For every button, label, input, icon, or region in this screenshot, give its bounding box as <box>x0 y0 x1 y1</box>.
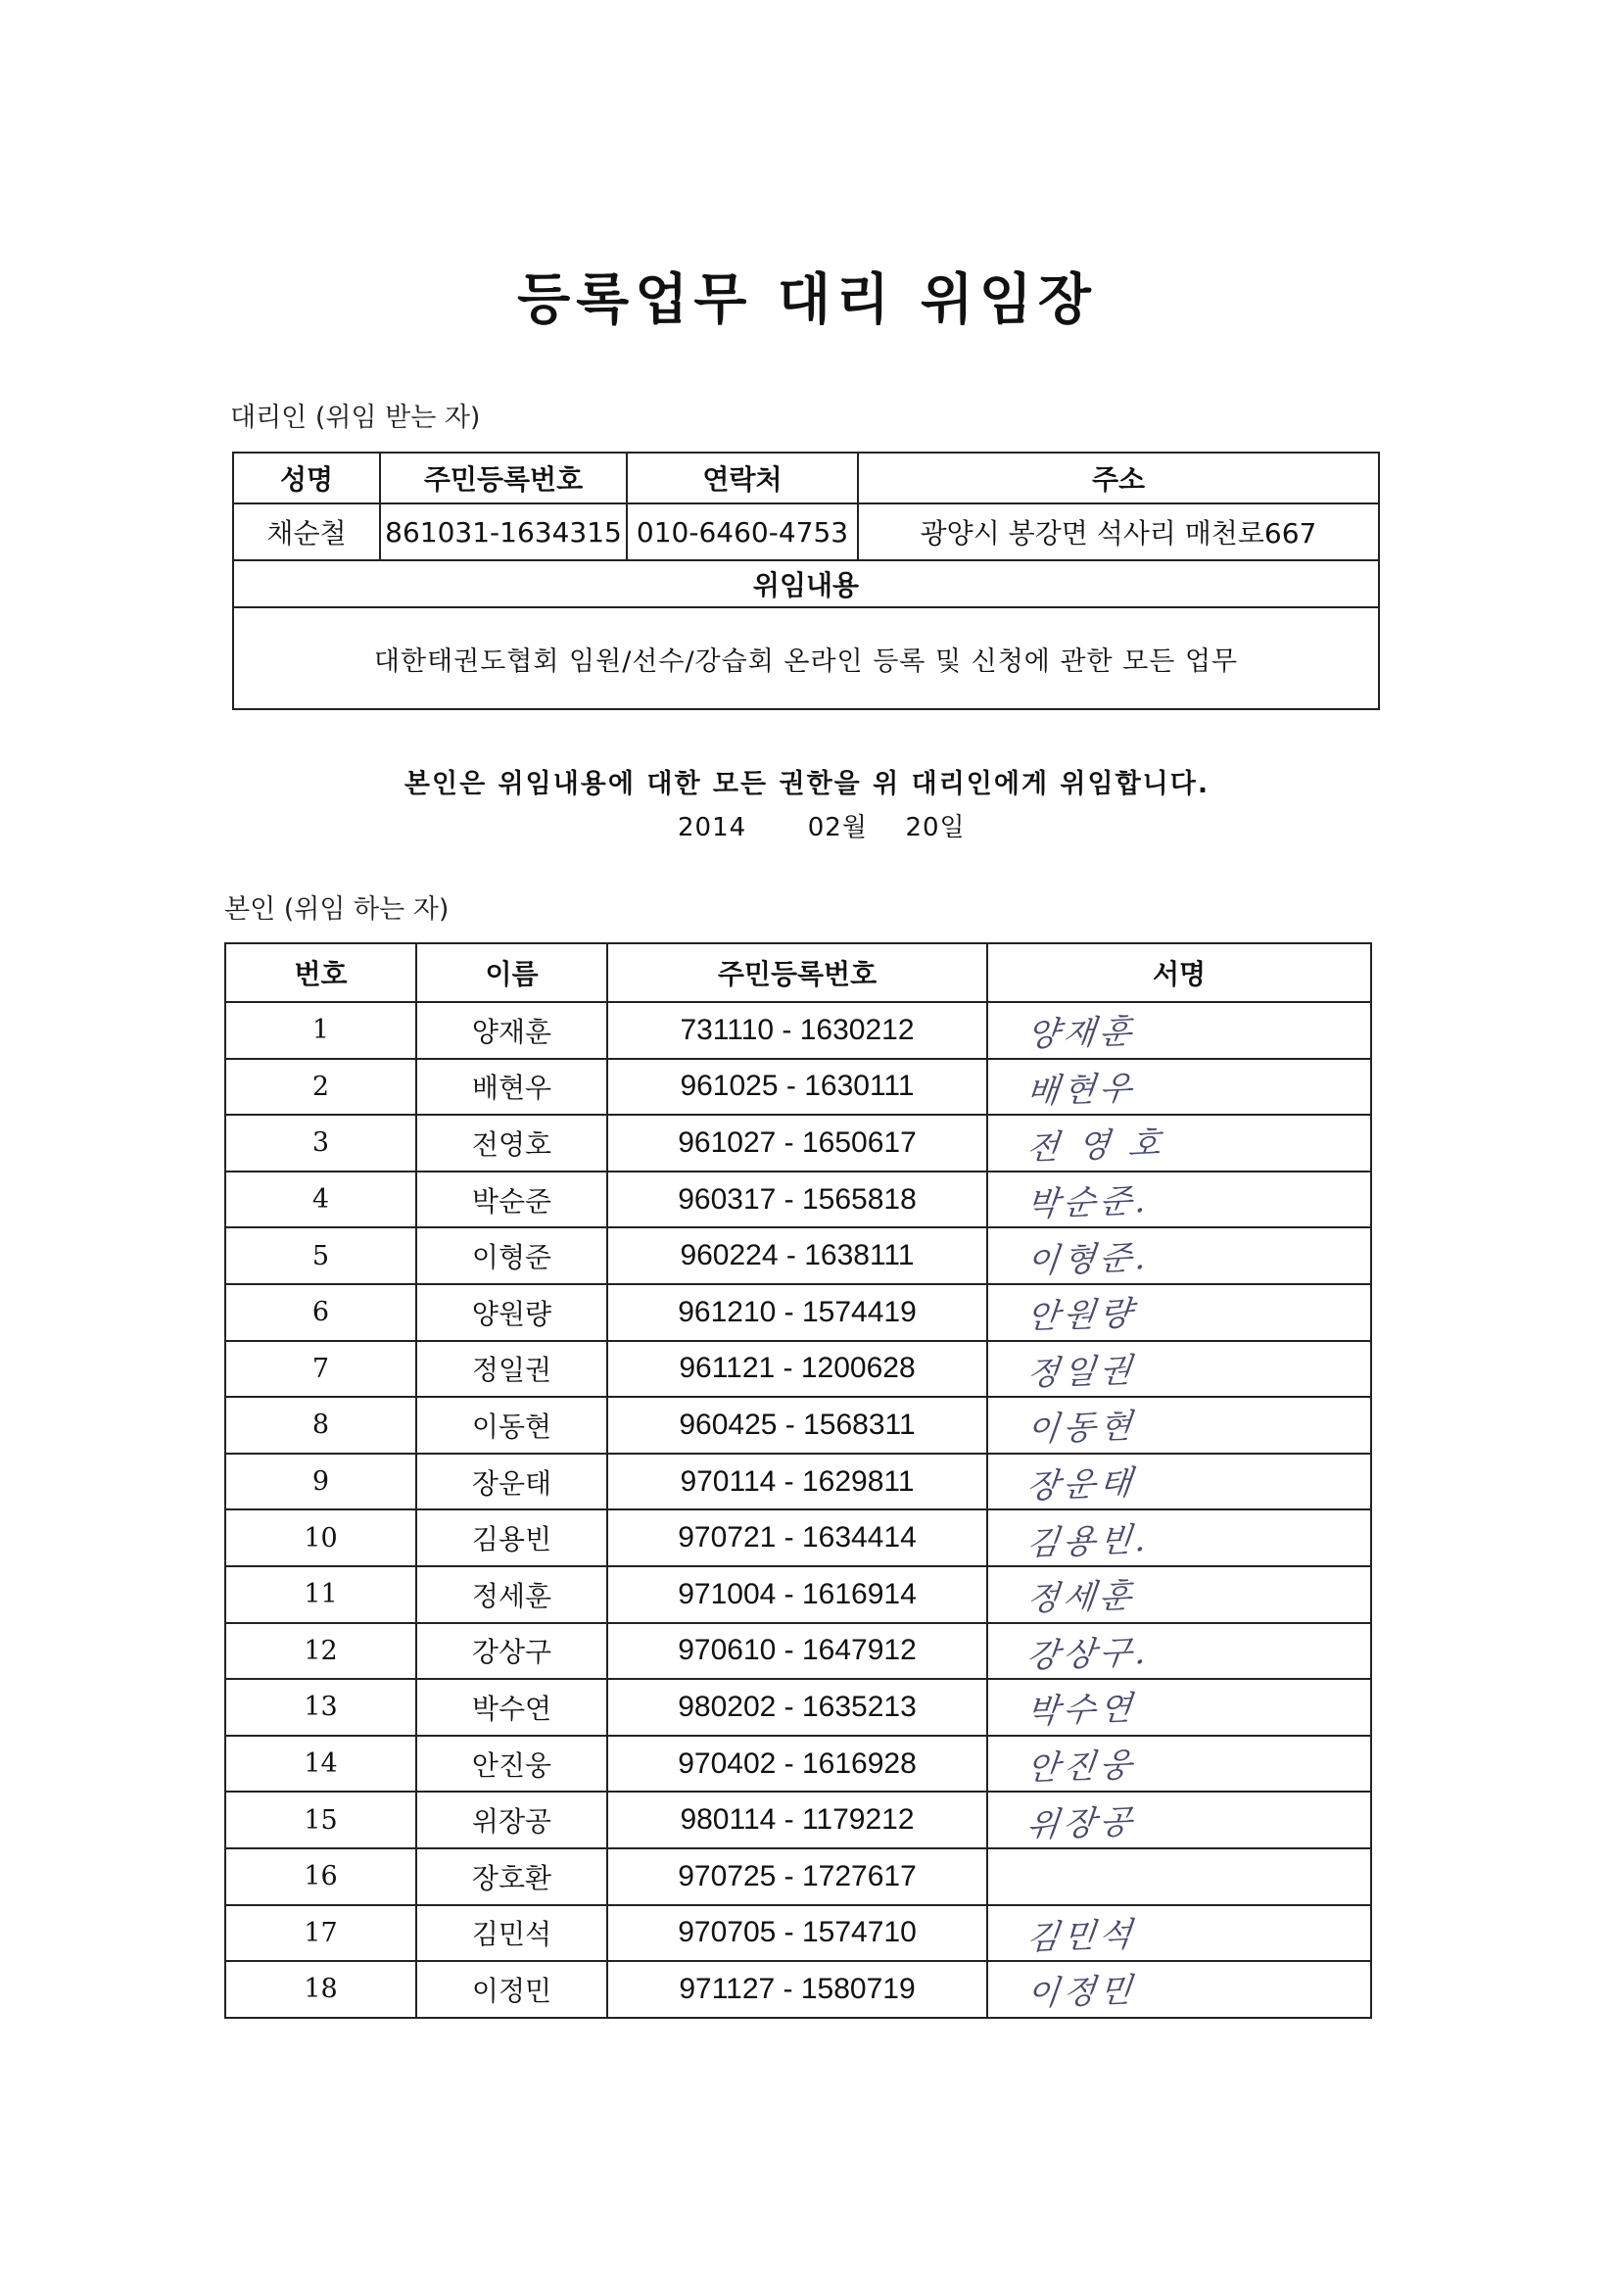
member-signature <box>987 1227 1371 1284</box>
member-signature <box>987 1679 1371 1736</box>
member-signature <box>987 1509 1371 1566</box>
member-signature <box>987 1736 1371 1793</box>
members-header-row <box>225 943 1371 1002</box>
member-name: 박수연 <box>416 1679 607 1736</box>
member-name: 정세훈 <box>416 1566 607 1623</box>
members-table <box>224 942 1372 2019</box>
agent-address: 광양시 봉강면 석사리 매천로667 <box>858 503 1379 560</box>
date-day: 20일 <box>905 813 966 842</box>
handwritten-signature: 박순준. <box>1024 1180 1153 1225</box>
member-rrn: 970705 - 1574710 <box>607 1905 987 1962</box>
scope-header: 위임내용 <box>233 560 1379 607</box>
member-rrn: 731110 - 1630212 <box>607 1002 987 1059</box>
member-signature <box>987 1059 1371 1116</box>
members-header-name: 이름 <box>416 943 607 1002</box>
agent-data-row <box>233 503 1379 560</box>
member-signature <box>987 1566 1371 1623</box>
member-name: 배현우 <box>416 1059 607 1116</box>
member-name: 이형준 <box>416 1227 607 1284</box>
member-name: 안진웅 <box>416 1736 607 1793</box>
member-number: 7 <box>225 1341 416 1398</box>
member-number: 12 <box>225 1623 416 1680</box>
handwritten-signature: 양재훈 <box>1024 1012 1138 1056</box>
member-row <box>225 1227 1371 1284</box>
member-row <box>225 1341 1371 1398</box>
member-signature <box>987 1848 1371 1905</box>
member-name: 박순준 <box>416 1172 607 1228</box>
member-rrn: 961210 - 1574419 <box>607 1284 987 1341</box>
member-rrn: 970114 - 1629811 <box>607 1454 987 1510</box>
document-title: 등록업무 대리 위임장 <box>517 268 1097 332</box>
agent-header-rrn: 주민등록번호 <box>380 453 627 503</box>
member-rrn: 970402 - 1616928 <box>607 1736 987 1793</box>
member-name: 정일권 <box>416 1341 607 1398</box>
member-number: 3 <box>225 1115 416 1172</box>
member-row <box>225 1566 1371 1623</box>
member-name: 전영호 <box>416 1115 607 1172</box>
member-name: 양원량 <box>416 1284 607 1341</box>
handwritten-signature: 정일권 <box>1024 1350 1138 1394</box>
member-name: 이정민 <box>416 1961 607 2018</box>
handwritten-signature: 박수연 <box>1024 1689 1138 1733</box>
member-rrn: 960317 - 1565818 <box>607 1172 987 1228</box>
agent-table <box>232 452 1380 710</box>
handwritten-signature: 이형준. <box>1024 1237 1153 1281</box>
member-row <box>225 1172 1371 1228</box>
member-number: 5 <box>225 1227 416 1284</box>
member-signature <box>987 1792 1371 1848</box>
member-rrn: 960224 - 1638111 <box>607 1227 987 1284</box>
handwritten-signature: 김민석 <box>1024 1914 1138 1958</box>
handwritten-signature: 강상구. <box>1024 1632 1153 1677</box>
member-name: 이동현 <box>416 1397 607 1454</box>
member-row <box>225 1792 1371 1848</box>
members-header-rrn: 주민등록번호 <box>607 943 987 1002</box>
date-line <box>678 807 966 843</box>
handwritten-signature: 장운태 <box>1024 1463 1138 1507</box>
member-row <box>225 1905 1371 1962</box>
member-number: 11 <box>225 1566 416 1623</box>
member-rrn: 970725 - 1727617 <box>607 1848 987 1905</box>
handwritten-signature: 안원량 <box>1024 1294 1138 1338</box>
agent-section-label: 대리인 (위임 받는 자) <box>230 403 481 433</box>
agent-phone: 010-6460-4753 <box>627 503 858 560</box>
member-signature <box>987 1172 1371 1228</box>
member-rrn: 971004 - 1616914 <box>607 1566 987 1623</box>
member-row <box>225 1961 1371 2018</box>
member-number: 13 <box>225 1679 416 1736</box>
member-rrn: 980202 - 1635213 <box>607 1679 987 1736</box>
member-rrn: 980114 - 1179212 <box>607 1792 987 1848</box>
handwritten-signature: 김용빈. <box>1024 1519 1153 1563</box>
agent-rrn: 861031-1634315 <box>380 503 627 560</box>
agent-header-row <box>233 453 1379 503</box>
member-number: 18 <box>225 1961 416 2018</box>
member-number: 2 <box>225 1059 416 1116</box>
member-signature <box>987 1002 1371 1059</box>
member-number: 17 <box>225 1905 416 1962</box>
member-number: 8 <box>225 1397 416 1454</box>
member-row <box>225 1509 1371 1566</box>
member-name: 위장공 <box>416 1792 607 1848</box>
member-number: 10 <box>225 1509 416 1566</box>
member-row <box>225 1397 1371 1454</box>
agent-name: 채순철 <box>233 503 380 560</box>
handwritten-signature: 정세훈 <box>1024 1576 1138 1620</box>
agent-header-phone: 연락처 <box>627 453 858 503</box>
handwritten-signature: 안진웅 <box>1024 1746 1138 1789</box>
member-name: 장호환 <box>416 1848 607 1905</box>
member-signature <box>987 1341 1371 1398</box>
member-rrn: 961121 - 1200628 <box>607 1341 987 1398</box>
member-name: 김용빈 <box>416 1509 607 1566</box>
member-rrn: 961025 - 1630111 <box>607 1059 987 1116</box>
member-number: 6 <box>225 1284 416 1341</box>
member-name: 강상구 <box>416 1623 607 1680</box>
member-number: 4 <box>225 1172 416 1228</box>
member-row <box>225 1059 1371 1116</box>
delegation-statement: 본인은 위임내용에 대한 모든 권한을 위 대리인에게 위임합니다. <box>404 769 1210 799</box>
member-row <box>225 1623 1371 1680</box>
member-row <box>225 1848 1371 1905</box>
member-number: 15 <box>225 1792 416 1848</box>
member-number: 1 <box>225 1002 416 1059</box>
member-signature <box>987 1961 1371 2018</box>
members-header-signature: 서명 <box>987 943 1371 1002</box>
member-number: 16 <box>225 1848 416 1905</box>
scope-header-row <box>233 560 1379 607</box>
scope-text: 대한태권도협회 임원/선수/강습회 온라인 등록 및 신청에 관한 모든 업무 <box>233 607 1379 709</box>
member-row <box>225 1454 1371 1510</box>
member-name: 장운태 <box>416 1454 607 1510</box>
member-rrn: 960425 - 1568311 <box>607 1397 987 1454</box>
member-signature <box>987 1115 1371 1172</box>
member-signature <box>987 1454 1371 1510</box>
member-rrn: 970610 - 1647912 <box>607 1623 987 1680</box>
member-rrn: 961027 - 1650617 <box>607 1115 987 1172</box>
handwritten-signature: 위장공 <box>1024 1801 1138 1845</box>
member-number: 14 <box>225 1736 416 1793</box>
date-month: 02월 <box>807 813 868 842</box>
date-year: 2014 <box>678 813 747 842</box>
member-row <box>225 1736 1371 1793</box>
handwritten-signature: 배현우 <box>1024 1068 1138 1112</box>
members-header-no: 번호 <box>225 943 416 1002</box>
member-signature <box>987 1623 1371 1680</box>
member-row <box>225 1002 1371 1059</box>
handwritten-signature: 이정민 <box>1024 1971 1138 2015</box>
scope-row <box>233 607 1379 709</box>
member-number: 9 <box>225 1454 416 1510</box>
member-signature <box>987 1284 1371 1341</box>
handwritten-signature: 이동현 <box>1024 1407 1138 1451</box>
agent-header-name: 성명 <box>233 453 380 503</box>
member-rrn: 971127 - 1580719 <box>607 1961 987 2018</box>
member-signature <box>987 1397 1371 1454</box>
member-row <box>225 1115 1371 1172</box>
member-row <box>225 1679 1371 1736</box>
member-signature <box>987 1905 1371 1962</box>
member-name: 김민석 <box>416 1905 607 1962</box>
member-name: 양재훈 <box>416 1002 607 1059</box>
member-row <box>225 1284 1371 1341</box>
handwritten-signature: 전 영 호 <box>1024 1124 1167 1169</box>
agent-header-address: 주소 <box>858 453 1379 503</box>
member-rrn: 970721 - 1634414 <box>607 1509 987 1566</box>
principal-section-label: 본인 (위임 하는 자) <box>224 894 450 925</box>
